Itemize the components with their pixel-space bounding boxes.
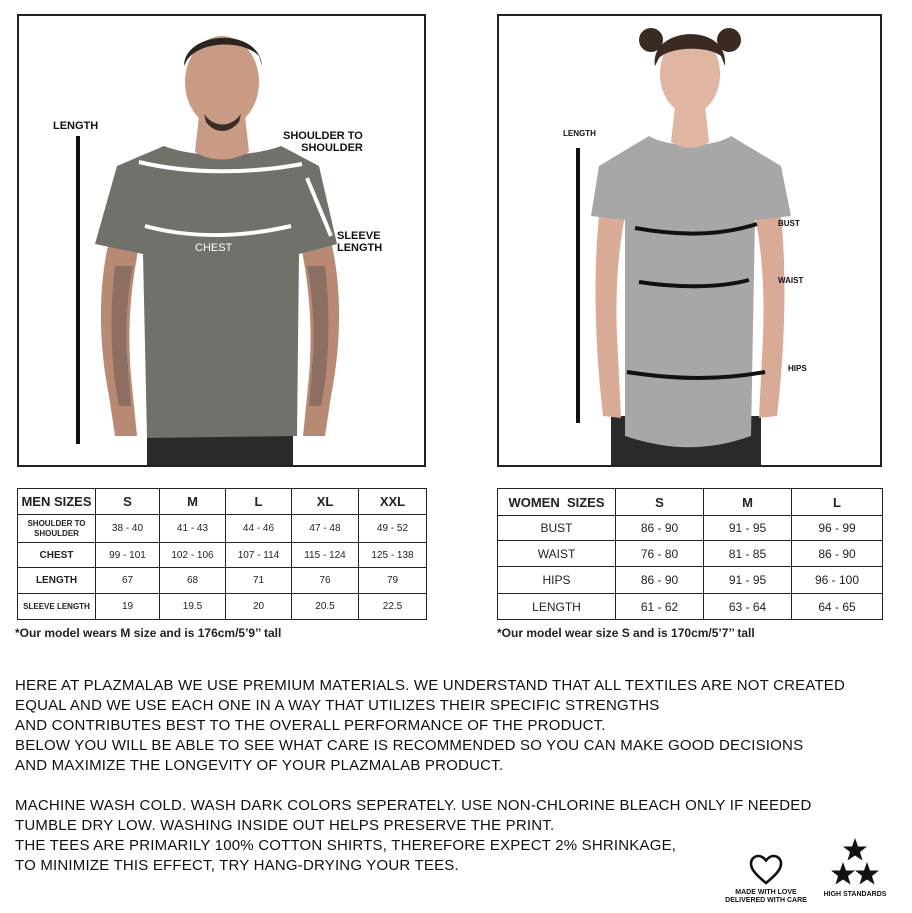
row-label: SHOULDER TO SHOULDER <box>18 515 96 543</box>
table-row <box>18 543 427 568</box>
men-size-table <box>17 488 427 620</box>
table-cell: 107 - 114 <box>226 543 292 568</box>
table-cell: 125 - 138 <box>359 543 427 568</box>
table-cell: 79 <box>359 568 427 594</box>
table-cell: 86 - 90 <box>616 567 704 594</box>
table-cell: 86 - 90 <box>792 541 883 567</box>
table-cell: 20.5 <box>292 594 359 620</box>
table-cell: 99 - 101 <box>96 543 160 568</box>
men-model-note: *Our model wears M size and is 176cm/5’9’’ tall <box>15 626 282 640</box>
header-cell: S <box>96 489 160 515</box>
row-label: HIPS <box>498 567 616 594</box>
table-row <box>498 541 883 567</box>
table-cell: 67 <box>96 568 160 594</box>
shoulder-label: SHOULDER TO SHOULDER <box>283 130 363 155</box>
women-model-note: *Our model wear size S and is 170cm/5’7’’ tall <box>497 626 755 640</box>
table-cell: 76 <box>292 568 359 594</box>
length-measure-line <box>76 136 80 444</box>
high-standards-badge <box>814 836 896 899</box>
header-cell: XXL <box>359 489 427 515</box>
table-cell: 115 - 124 <box>292 543 359 568</box>
row-label: CHEST <box>18 543 96 568</box>
badge-line: MADE WITH LOVE <box>735 889 797 897</box>
table-cell: 96 - 99 <box>792 516 883 541</box>
table-cell: 63 - 64 <box>704 594 792 620</box>
table-cell: 91 - 95 <box>704 567 792 594</box>
header-cell: M <box>160 489 226 515</box>
table-cell: 86 - 90 <box>616 516 704 541</box>
row-label: LENGTH <box>18 568 96 594</box>
paragraph-line: AND CONTRIBUTES BEST TO THE OVERALL PERFORMANCE OF THE PRODUCT. <box>15 717 606 734</box>
table-cell: 91 - 95 <box>704 516 792 541</box>
table-cell: 96 - 100 <box>792 567 883 594</box>
table-row <box>18 568 427 594</box>
paragraph-line: EQUAL AND WE USE EACH ONE IN A WAY THAT UTILIZES THEIR SPECIFIC STRENGTHS <box>15 697 660 714</box>
header-cell: L <box>792 489 883 516</box>
table-cell: 102 - 106 <box>160 543 226 568</box>
made-with-love-badge <box>718 854 814 905</box>
paragraph-line: MACHINE WASH COLD. WASH DARK COLORS SEPERATELY. USE NON-CHLORINE BLEACH ONLY IF NEEDED <box>15 797 812 814</box>
table-cell: 71 <box>226 568 292 594</box>
table-header-row <box>18 489 427 515</box>
row-label: LENGTH <box>498 594 616 620</box>
table-row <box>498 516 883 541</box>
women-model-illustration <box>499 16 880 465</box>
table-cell: 19 <box>96 594 160 620</box>
header-cell: WOMEN SIZES <box>498 489 616 516</box>
paragraph-line: HERE AT PLAZMALAB WE USE PREMIUM MATERIALS. WE UNDERSTAND THAT ALL TEXTILES ARE NOT CREATED <box>15 677 846 694</box>
length-label: LENGTH <box>563 129 596 138</box>
table-cell: 81 - 85 <box>704 541 792 567</box>
table-cell: 61 - 62 <box>616 594 704 620</box>
header-cell: M <box>704 489 792 516</box>
paragraph-line: THE TEES ARE PRIMARILY 100% COTTON SHIRTS, THEREFORE EXPECT 2% SHRINKAGE, <box>15 837 677 854</box>
table-row <box>498 567 883 594</box>
header-cell: MEN SIZES <box>18 489 96 515</box>
bust-label: BUST <box>778 219 800 228</box>
row-label: SLEEVE LENGTH <box>18 594 96 620</box>
materials-paragraph <box>15 676 845 776</box>
chest-label: CHEST <box>195 242 233 254</box>
header-cell: S <box>616 489 704 516</box>
header-cell: L <box>226 489 292 515</box>
table-cell: 64 - 65 <box>792 594 883 620</box>
paragraph-line: TUMBLE DRY LOW. WASHING INSIDE OUT HELPS PRESERVE THE PRINT. <box>15 817 555 834</box>
heart-icon <box>749 854 783 886</box>
table-cell: 49 - 52 <box>359 515 427 543</box>
table-row <box>18 594 427 620</box>
length-measure-line <box>576 148 580 423</box>
table-cell: 22.5 <box>359 594 427 620</box>
row-label: BUST <box>498 516 616 541</box>
women-model-photo <box>497 14 882 467</box>
hips-label: HIPS <box>788 364 807 373</box>
paragraph-line: BELOW YOU WILL BE ABLE TO SEE WHAT CARE IS RECOMMENDED SO YOU CAN MAKE GOOD DECISIONS <box>15 737 804 754</box>
table-row <box>18 515 427 543</box>
women-size-table <box>497 488 883 620</box>
care-paragraph <box>15 796 812 876</box>
waist-label: WAIST <box>778 276 804 285</box>
table-cell: 76 - 80 <box>616 541 704 567</box>
badge-line: HIGH STANDARDS <box>823 891 887 899</box>
table-header-row <box>498 489 883 516</box>
paragraph-line: AND MAXIMIZE THE LONGEVITY OF YOUR PLAZMALAB PRODUCT. <box>15 757 504 774</box>
table-cell: 68 <box>160 568 226 594</box>
men-model-photo <box>17 14 426 467</box>
table-cell: 38 - 40 <box>96 515 160 543</box>
table-row <box>498 594 883 620</box>
header-cell: XL <box>292 489 359 515</box>
table-cell: 44 - 46 <box>226 515 292 543</box>
sleeve-label: SLEEVE LENGTH <box>337 230 383 255</box>
table-cell: 20 <box>226 594 292 620</box>
table-cell: 47 - 48 <box>292 515 359 543</box>
stars-icon <box>831 836 879 888</box>
length-label: LENGTH <box>53 120 99 132</box>
badge-line: DELIVERED WITH CARE <box>725 897 807 905</box>
table-cell: 19.5 <box>160 594 226 620</box>
table-cell: 41 - 43 <box>160 515 226 543</box>
paragraph-line: TO MINIMIZE THIS EFFECT, TRY HANG-DRYING YOUR TEES. <box>15 857 459 874</box>
row-label: WAIST <box>498 541 616 567</box>
